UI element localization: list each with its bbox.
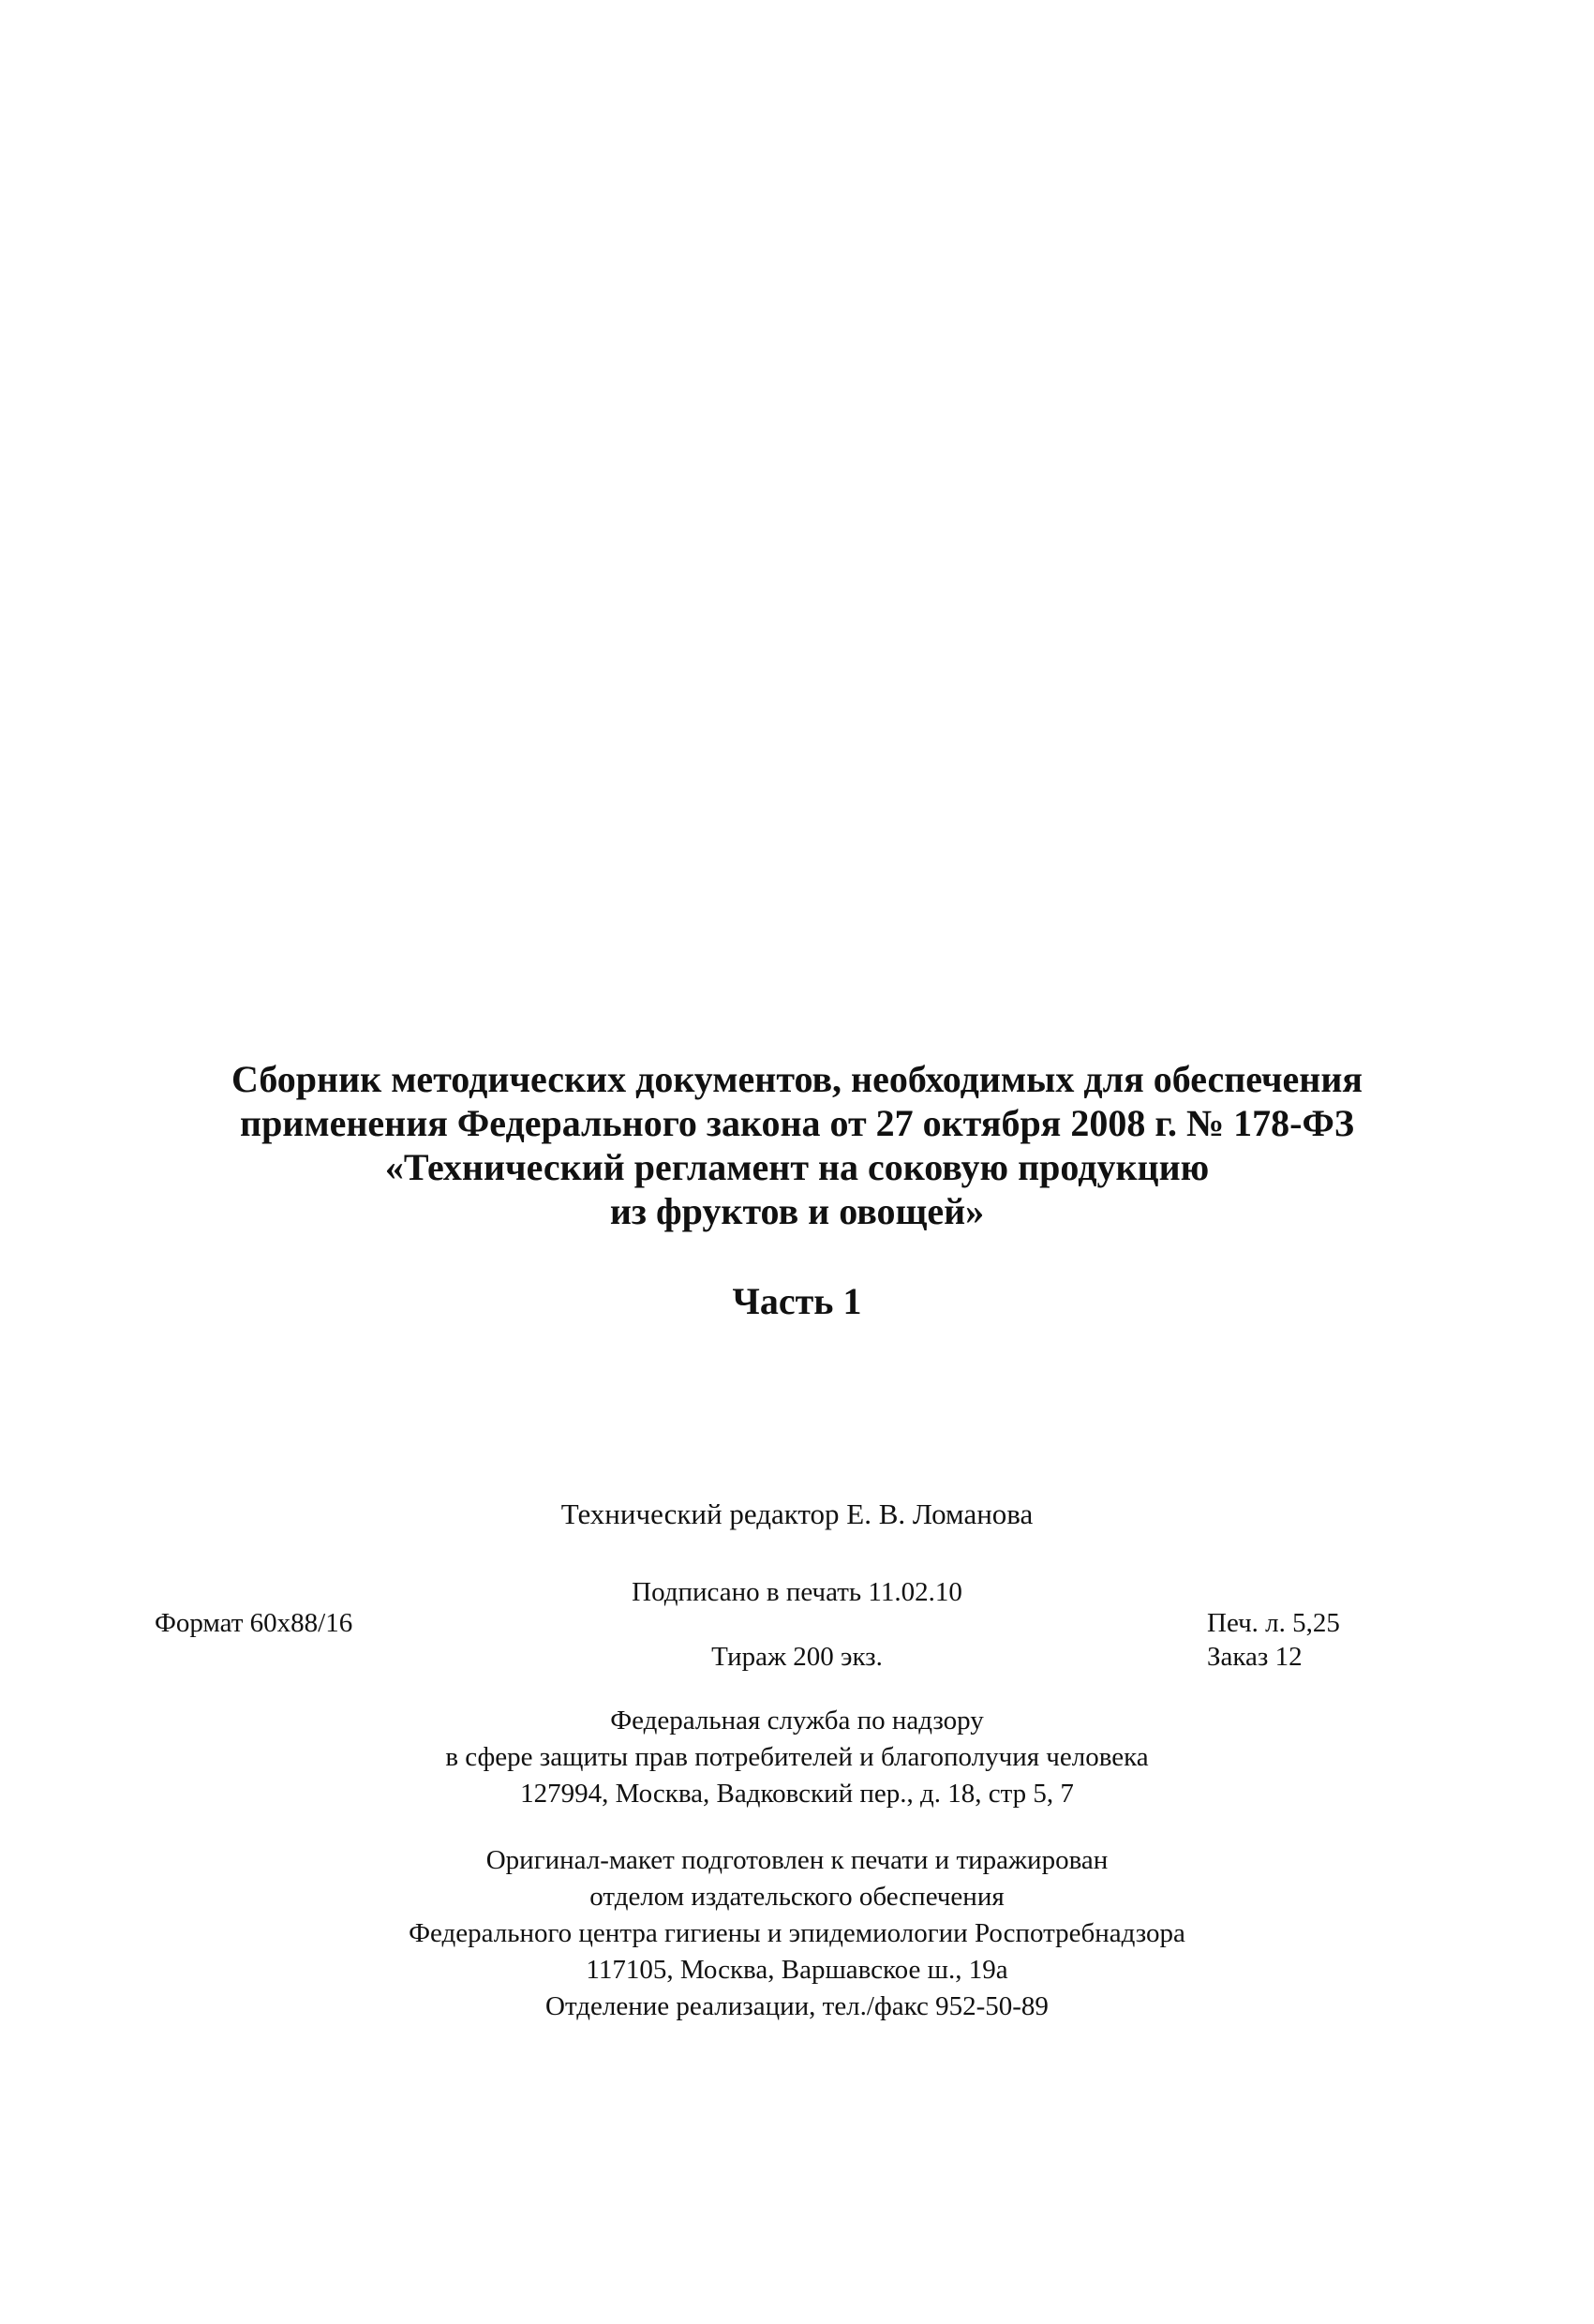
publisher-line: в сфере защиты прав потребителей и благополучия человека xyxy=(445,1742,1149,1772)
printer-line: 117105, Москва, Варшавское ш., 19а xyxy=(586,1955,1008,1985)
technical-editor: Технический редактор Е. В. Ломанова xyxy=(560,1497,1034,1530)
document-title xyxy=(0,1057,1594,1233)
printer-line: Федерального центра гигиены и эпидемиологии Роспотребнадзора xyxy=(409,1918,1185,1948)
order-number: Заказ 12 xyxy=(1207,1642,1303,1672)
printer-line: Отделение реализации, тел./факс 952-50-89 xyxy=(545,1991,1049,2021)
print-sheets: Печ. л. 5,25 xyxy=(1207,1608,1340,1638)
part-heading: Часть 1 xyxy=(732,1280,862,1322)
publisher-info xyxy=(0,1703,1594,1812)
paper-format: Формат 60x88/16 xyxy=(155,1608,353,1638)
publisher-line: Федеральная служба по надзору xyxy=(610,1706,984,1736)
title-line: применения Федерального закона от 27 октября 2008 г. № 178-ФЗ xyxy=(240,1102,1354,1144)
printer-line: отделом издательского обеспечения xyxy=(589,1882,1005,1912)
signed-for-print: Подписано в печать 11.02.10 xyxy=(632,1577,962,1607)
title-line: Сборник методических документов, необходимых для обеспечения xyxy=(231,1058,1363,1100)
circulation: Тираж 200 экз. xyxy=(711,1642,883,1672)
printer-line: Оригинал-макет подготовлен к печати и тиражирован xyxy=(485,1845,1109,1875)
printer-info xyxy=(0,1842,1594,2025)
title-line: из фруктов и овощей» xyxy=(609,1190,985,1232)
title-line: «Технический регламент на соковую продукцию xyxy=(384,1146,1210,1188)
publisher-line: 127994, Москва, Вадковский пер., д. 18, стр 5, 7 xyxy=(520,1779,1074,1809)
